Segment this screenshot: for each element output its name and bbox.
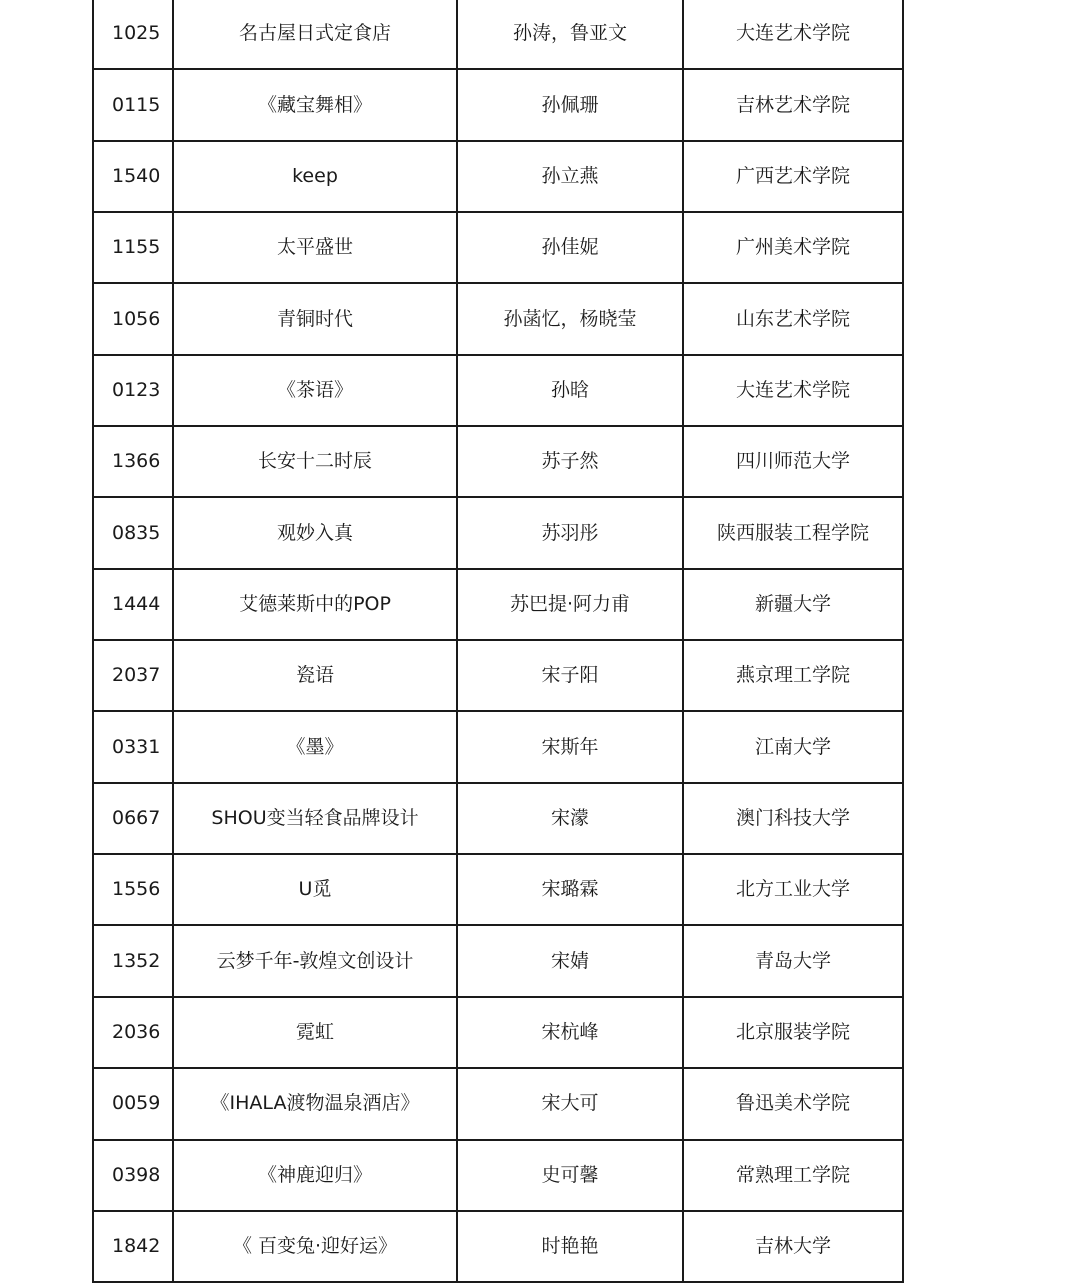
cell-school: 江南大学: [683, 711, 903, 782]
cell-id: 0331: [93, 711, 173, 782]
cell-author: 孙佳妮: [457, 212, 683, 283]
cell-id: 1540: [93, 141, 173, 212]
cell-id: 0115: [93, 69, 173, 140]
cell-school: 青岛大学: [683, 925, 903, 996]
table-row: [93, 141, 903, 212]
cell-work: 《 百变兔·迎好运》: [173, 1211, 457, 1282]
cell-work: 名古屋日式定食店: [173, 0, 457, 69]
cell-author: 宋杭峰: [457, 997, 683, 1068]
cell-id: 1842: [93, 1211, 173, 1282]
cell-id: 1056: [93, 283, 173, 354]
cell-id: 1155: [93, 212, 173, 283]
cell-work: 《IHALA渡物温泉酒店》: [173, 1068, 457, 1139]
cell-author: 苏羽彤: [457, 497, 683, 568]
cell-school: 山东艺术学院: [683, 283, 903, 354]
cell-school: 陕西服装工程学院: [683, 497, 903, 568]
table-row: [93, 569, 903, 640]
cell-work: 艾德莱斯中的POP: [173, 569, 457, 640]
table-row: [93, 497, 903, 568]
cell-work: 青铜时代: [173, 283, 457, 354]
cell-work: keep: [173, 141, 457, 212]
table-row: [93, 1140, 903, 1211]
table-row: [93, 355, 903, 426]
cell-school: 北方工业大学: [683, 854, 903, 925]
cell-id: 1366: [93, 426, 173, 497]
cell-id: 1352: [93, 925, 173, 996]
cell-author: 时艳艳: [457, 1211, 683, 1282]
cell-work: 《藏宝舞相》: [173, 69, 457, 140]
cell-author: 宋濛: [457, 783, 683, 854]
table-row: [93, 925, 903, 996]
cell-work: 瓷语: [173, 640, 457, 711]
cell-school: 燕京理工学院: [683, 640, 903, 711]
cell-author: 宋子阳: [457, 640, 683, 711]
cell-work: 《墨》: [173, 711, 457, 782]
cell-school: 大连艺术学院: [683, 0, 903, 69]
cell-work: U觅: [173, 854, 457, 925]
cell-author: 孙佩珊: [457, 69, 683, 140]
cell-school: 澳门科技大学: [683, 783, 903, 854]
cell-school: 新疆大学: [683, 569, 903, 640]
table-row: [93, 711, 903, 782]
cell-author: 苏子然: [457, 426, 683, 497]
cell-school: 鲁迅美术学院: [683, 1068, 903, 1139]
cell-school: 北京服装学院: [683, 997, 903, 1068]
cell-author: 宋大可: [457, 1068, 683, 1139]
cell-author: 宋斯年: [457, 711, 683, 782]
table-row: [93, 640, 903, 711]
table-row: [93, 0, 903, 69]
cell-id: 2037: [93, 640, 173, 711]
cell-work: 长安十二时辰: [173, 426, 457, 497]
cell-school: 四川师范大学: [683, 426, 903, 497]
cell-school: 广西艺术学院: [683, 141, 903, 212]
results-table: [92, 0, 904, 1283]
cell-work: 云梦千年-敦煌文创设计: [173, 925, 457, 996]
cell-author: 史可馨: [457, 1140, 683, 1211]
cell-work: 观妙入真: [173, 497, 457, 568]
table-row: [93, 283, 903, 354]
cell-work: SHOU变当轻食品牌设计: [173, 783, 457, 854]
table-row: [93, 69, 903, 140]
cell-author: 孙晗: [457, 355, 683, 426]
table-row: [93, 997, 903, 1068]
table-row: [93, 1068, 903, 1139]
cell-author: 苏巴提·阿力甫: [457, 569, 683, 640]
cell-work: 太平盛世: [173, 212, 457, 283]
table-row: [93, 212, 903, 283]
table-row: [93, 783, 903, 854]
cell-id: 0667: [93, 783, 173, 854]
table-row: [93, 854, 903, 925]
cell-id: 2036: [93, 997, 173, 1068]
cell-id: 0398: [93, 1140, 173, 1211]
table-row: [93, 1211, 903, 1282]
cell-school: 广州美术学院: [683, 212, 903, 283]
cell-author: 宋婧: [457, 925, 683, 996]
cell-school: 大连艺术学院: [683, 355, 903, 426]
cell-id: 1025: [93, 0, 173, 69]
cell-id: 1556: [93, 854, 173, 925]
results-table-body: [93, 0, 903, 1282]
table-row: [93, 426, 903, 497]
cell-id: 0835: [93, 497, 173, 568]
cell-author: 宋璐霖: [457, 854, 683, 925]
cell-work: 《神鹿迎归》: [173, 1140, 457, 1211]
cell-school: 吉林大学: [683, 1211, 903, 1282]
cell-work: 霓虹: [173, 997, 457, 1068]
cell-work: 《茶语》: [173, 355, 457, 426]
cell-id: 0059: [93, 1068, 173, 1139]
cell-author: 孙涛，鲁亚文: [457, 0, 683, 69]
cell-author: 孙菡忆，杨晓莹: [457, 283, 683, 354]
cell-school: 常熟理工学院: [683, 1140, 903, 1211]
cell-id: 1444: [93, 569, 173, 640]
cell-author: 孙立燕: [457, 141, 683, 212]
cell-school: 吉林艺术学院: [683, 69, 903, 140]
cell-id: 0123: [93, 355, 173, 426]
